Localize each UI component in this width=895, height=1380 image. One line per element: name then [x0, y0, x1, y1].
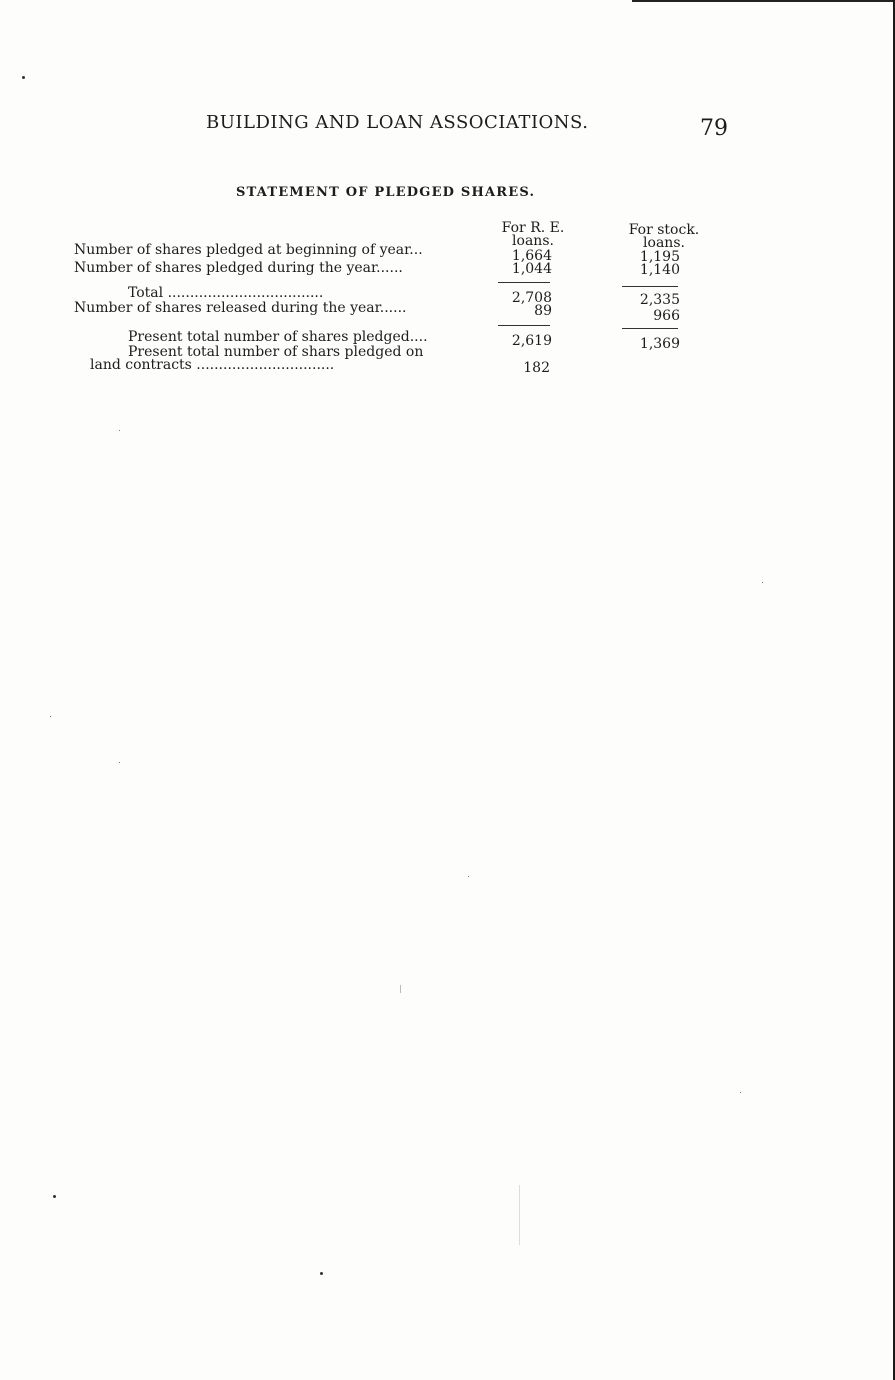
sum-rule — [622, 328, 678, 329]
scan-speck — [740, 1092, 741, 1093]
row-label: Number of shares released during the year...... — [74, 300, 407, 316]
scan-speck — [119, 430, 120, 431]
scan-fold-mark — [519, 1185, 520, 1245]
column-header-stock-loans — [614, 224, 714, 250]
running-head: BUILDING AND LOAN ASSOCIATIONS. — [206, 112, 589, 133]
row-label: land contracts ............................... — [90, 357, 335, 373]
scan-edge-top — [632, 0, 895, 2]
scan-speck — [53, 1195, 56, 1198]
row-label: Number of shares pledged at beginning of year... — [74, 242, 423, 258]
stock-loans-value: 1,140 — [639, 262, 680, 278]
page-number: 79 — [700, 116, 728, 141]
stock-loans-value: 2,335 — [639, 292, 680, 308]
re-loans-value: 1,664 — [511, 248, 552, 264]
sum-rule — [498, 282, 550, 283]
column-header-re-loans — [488, 222, 578, 248]
column-header-line: loans. — [643, 235, 685, 251]
stock-loans-value: 1,195 — [639, 249, 680, 265]
column-header-line: loans. — [512, 233, 554, 249]
re-loans-value: 2,708 — [511, 290, 552, 306]
re-loans-value: 2,619 — [511, 333, 552, 349]
row-label: Number of shares pledged during the year...... — [74, 260, 403, 276]
re-loans-value: 182 — [523, 360, 550, 376]
sum-rule — [622, 286, 678, 287]
stock-loans-value: 966 — [653, 308, 680, 324]
scan-fold-mark — [400, 985, 401, 993]
re-loans-value: 89 — [534, 303, 552, 319]
row-label: Present total number of shares pledged.... — [128, 329, 428, 345]
row-label: Total ................................... — [128, 285, 324, 301]
section-title: STATEMENT OF PLEDGED SHARES. — [236, 185, 536, 200]
scan-speck — [468, 876, 469, 877]
scan-speck — [320, 1272, 323, 1275]
scan-speck — [22, 76, 25, 79]
column-header-line: For R. E. — [501, 220, 565, 236]
scan-speck — [762, 582, 763, 583]
scan-speck — [119, 762, 120, 763]
column-header-line: For stock. — [628, 222, 700, 238]
sum-rule — [498, 325, 550, 326]
re-loans-value: 1,044 — [511, 261, 552, 277]
row-label: Present total number of shars pledged on — [128, 344, 424, 360]
scan-speck — [50, 716, 51, 717]
stock-loans-value: 1,369 — [639, 336, 680, 352]
